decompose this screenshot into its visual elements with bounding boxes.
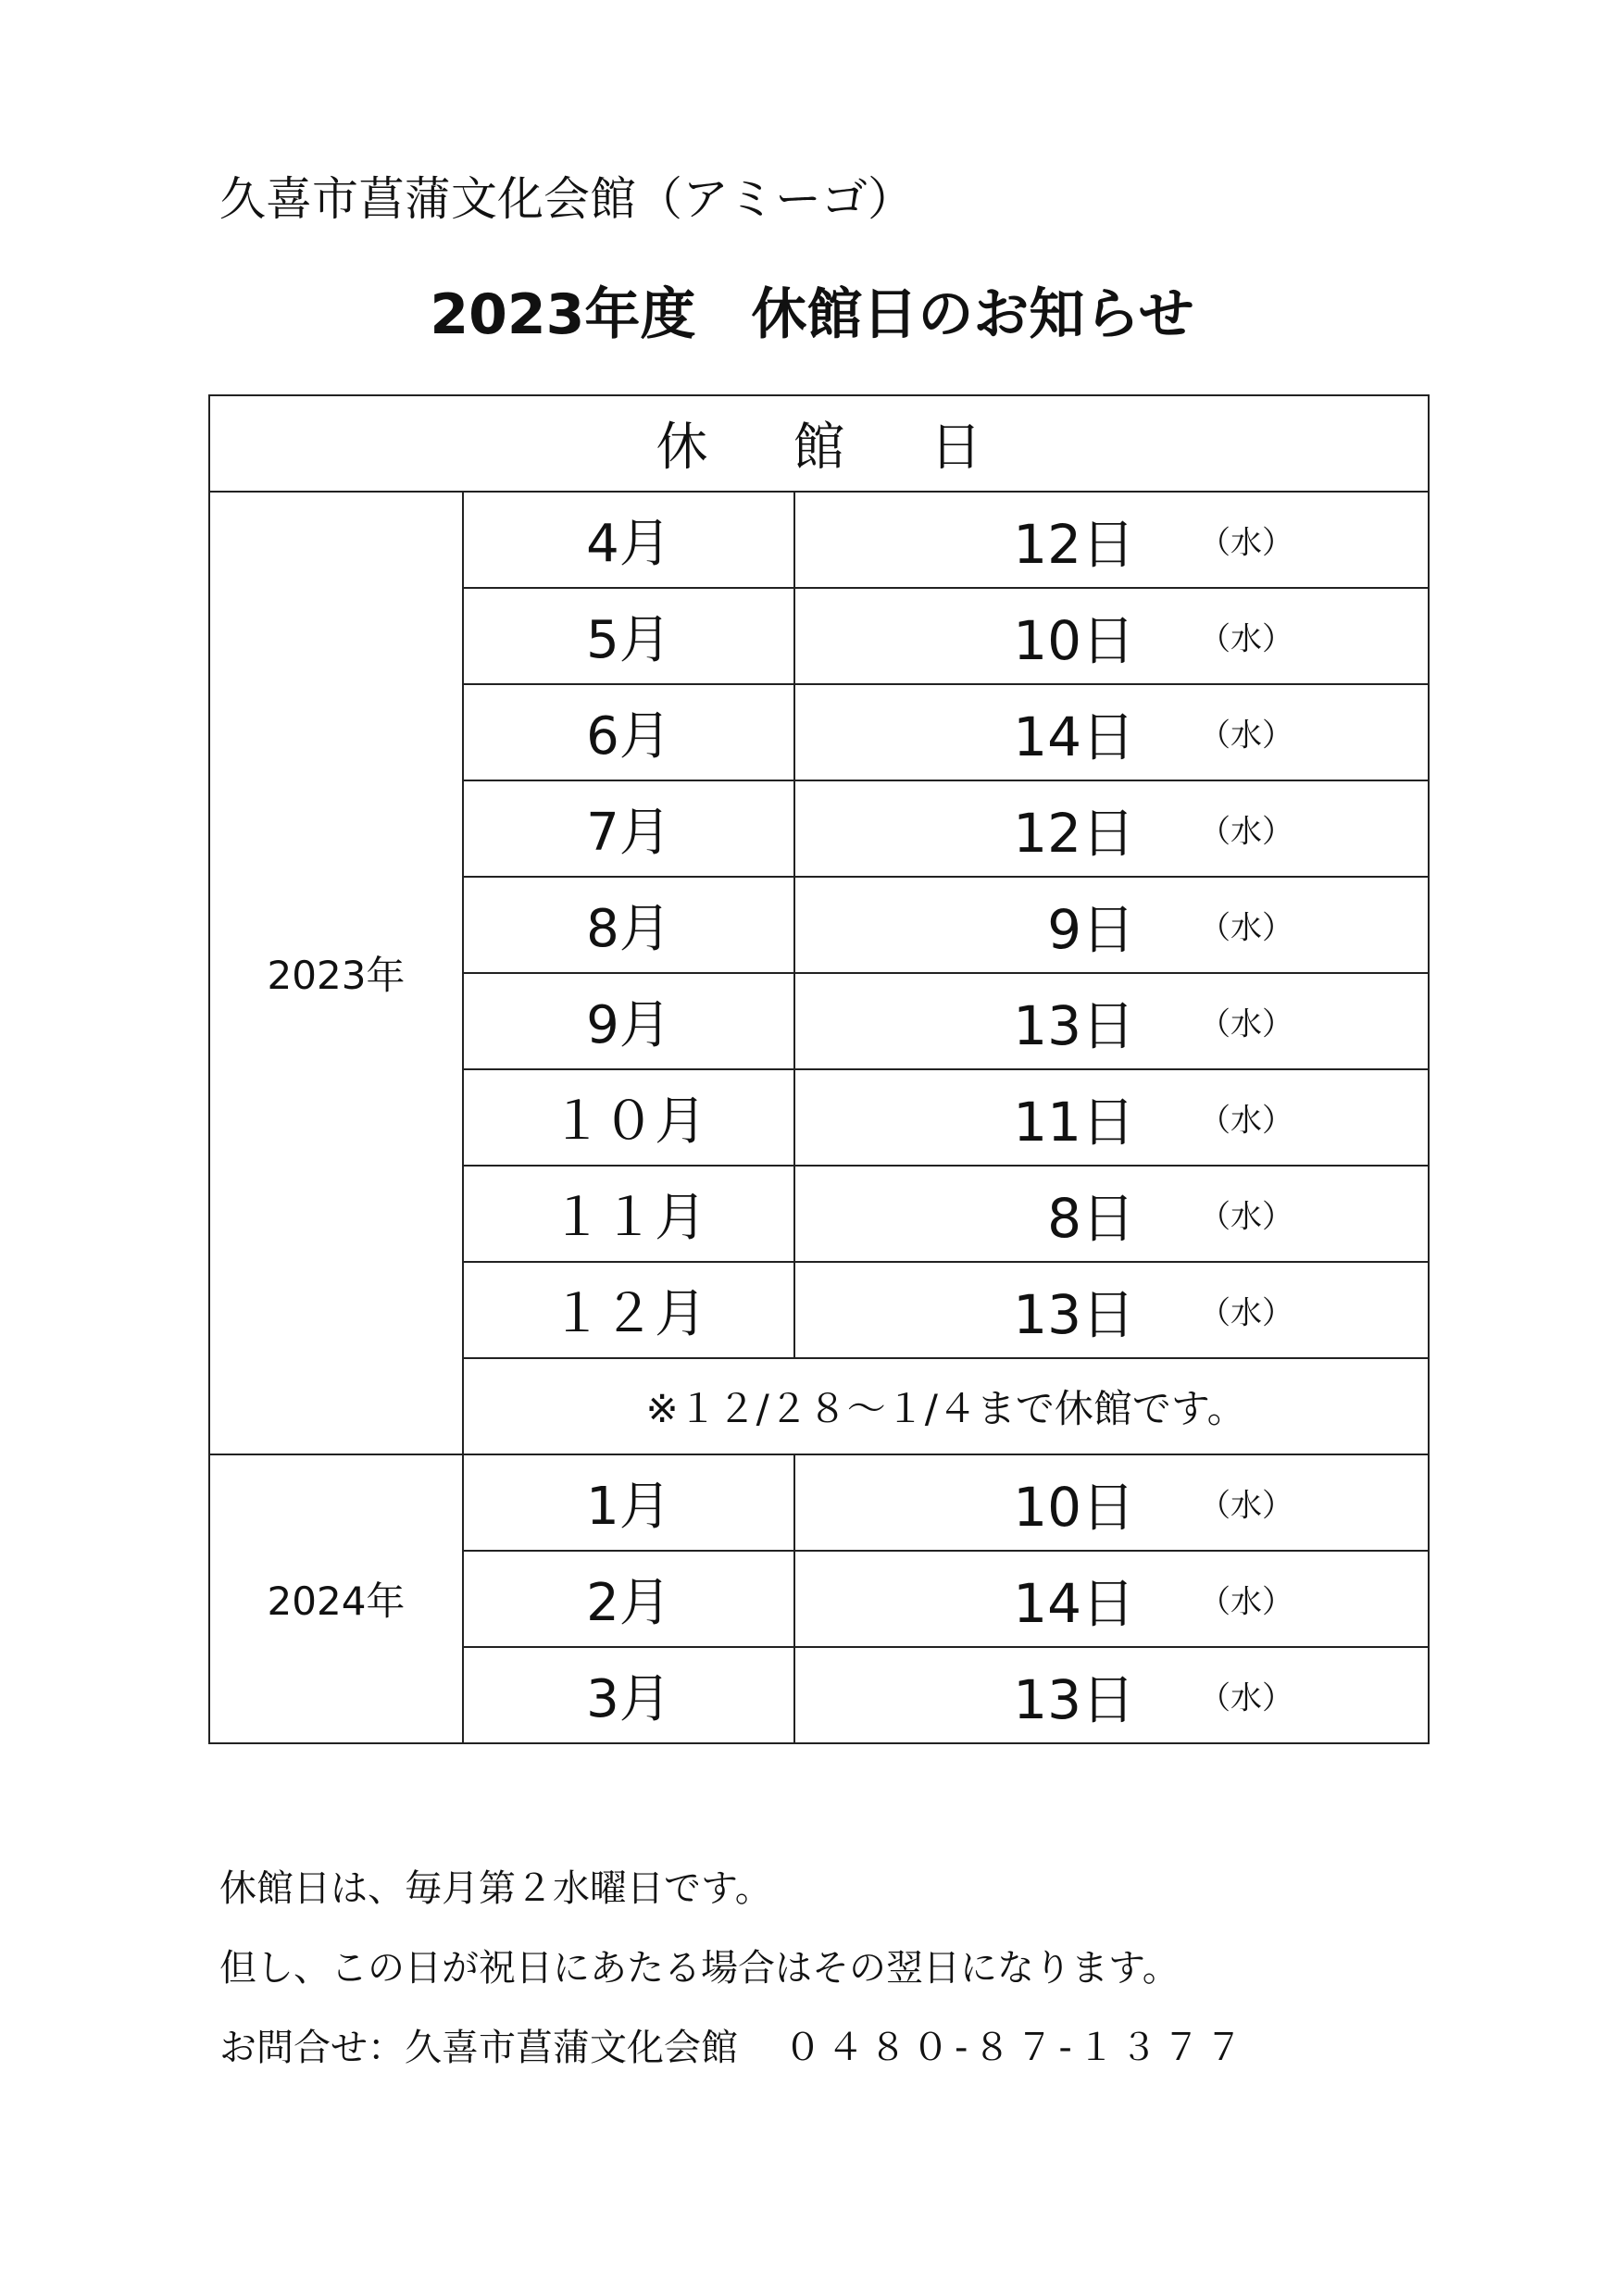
day-cell — [794, 1262, 1429, 1358]
day-cell — [794, 588, 1429, 684]
day-number: 13日 — [1013, 994, 1136, 1057]
month-cell: 7月 — [463, 780, 794, 877]
table-row — [209, 1454, 1429, 1551]
month-cell: 1月 — [463, 1454, 794, 1551]
weekday-label: （水） — [1199, 524, 1293, 562]
table-header-row — [209, 395, 1429, 492]
header-char: 館 — [793, 418, 845, 478]
table-header — [209, 395, 1429, 492]
day-number: 9日 — [1047, 898, 1136, 961]
month-cell: １２月 — [463, 1262, 794, 1358]
contact-phone: ０４８０-８７-１３７７ — [784, 2027, 1248, 2069]
weekday-label: （水） — [1199, 1487, 1293, 1525]
table-row — [209, 492, 1429, 588]
organization-name: 久喜市菖蒲文化会館（アミーゴ） — [219, 172, 914, 226]
month-cell: 8月 — [463, 877, 794, 973]
weekday-label: （水） — [1199, 717, 1293, 755]
day-number: 14日 — [1013, 705, 1136, 768]
day-cell — [794, 877, 1429, 973]
day-cell — [794, 1069, 1429, 1166]
weekday-label: （水） — [1199, 1005, 1293, 1043]
weekday-label: （水） — [1199, 1679, 1293, 1717]
day-cell — [794, 1454, 1429, 1551]
day-number: 13日 — [1013, 1283, 1136, 1346]
month-cell: 6月 — [463, 684, 794, 780]
weekday-label: （水） — [1199, 813, 1293, 851]
month-cell: 3月 — [463, 1647, 794, 1743]
holiday-exception-text: 但し、この日が祝日にあたる場合はその翌日になります。 — [219, 1947, 1180, 1990]
day-cell — [794, 1647, 1429, 1743]
month-cell: 5月 — [463, 588, 794, 684]
day-number: 10日 — [1013, 609, 1136, 672]
day-number: 13日 — [1013, 1668, 1136, 1731]
month-cell: 9月 — [463, 973, 794, 1069]
weekday-label: （水） — [1199, 1583, 1293, 1621]
weekday-label: （水） — [1199, 1102, 1293, 1140]
day-cell — [794, 1166, 1429, 1262]
day-number: 12日 — [1013, 802, 1136, 865]
weekday-label: （水） — [1199, 1198, 1293, 1236]
closure-schedule-table — [208, 394, 1430, 1744]
day-number: 8日 — [1047, 1187, 1136, 1250]
day-number: 11日 — [1013, 1091, 1136, 1154]
day-number: 12日 — [1013, 513, 1136, 576]
year-cell: 2023年 — [209, 492, 463, 1454]
day-cell — [794, 973, 1429, 1069]
month-cell: 4月 — [463, 492, 794, 588]
weekday-label: （水） — [1199, 1294, 1293, 1332]
day-cell — [794, 780, 1429, 877]
weekday-label: （水） — [1199, 620, 1293, 658]
day-number: 10日 — [1013, 1476, 1136, 1539]
day-cell — [794, 684, 1429, 780]
day-cell — [794, 492, 1429, 588]
day-cell — [794, 1551, 1429, 1647]
contact-line — [219, 2022, 1248, 2074]
month-cell: 2月 — [463, 1551, 794, 1647]
month-cell: １１月 — [463, 1166, 794, 1262]
year-cell: 2024年 — [209, 1454, 463, 1743]
contact-label: お問合せ：久喜市菖蒲文化会館 — [219, 2027, 738, 2069]
closure-rule-text: 休館日は、毎月第２水曜日です。 — [219, 1867, 772, 1910]
year-end-closure-note: ※１２/２８～１/４まで休館です。 — [463, 1358, 1429, 1454]
month-cell: １０月 — [463, 1069, 794, 1166]
header-char: 休 — [656, 418, 708, 478]
header-char: 日 — [930, 418, 982, 478]
day-number: 14日 — [1013, 1572, 1136, 1635]
page-title: 2023年度 休館日のお知らせ — [430, 282, 1194, 347]
weekday-label: （水） — [1199, 909, 1293, 947]
